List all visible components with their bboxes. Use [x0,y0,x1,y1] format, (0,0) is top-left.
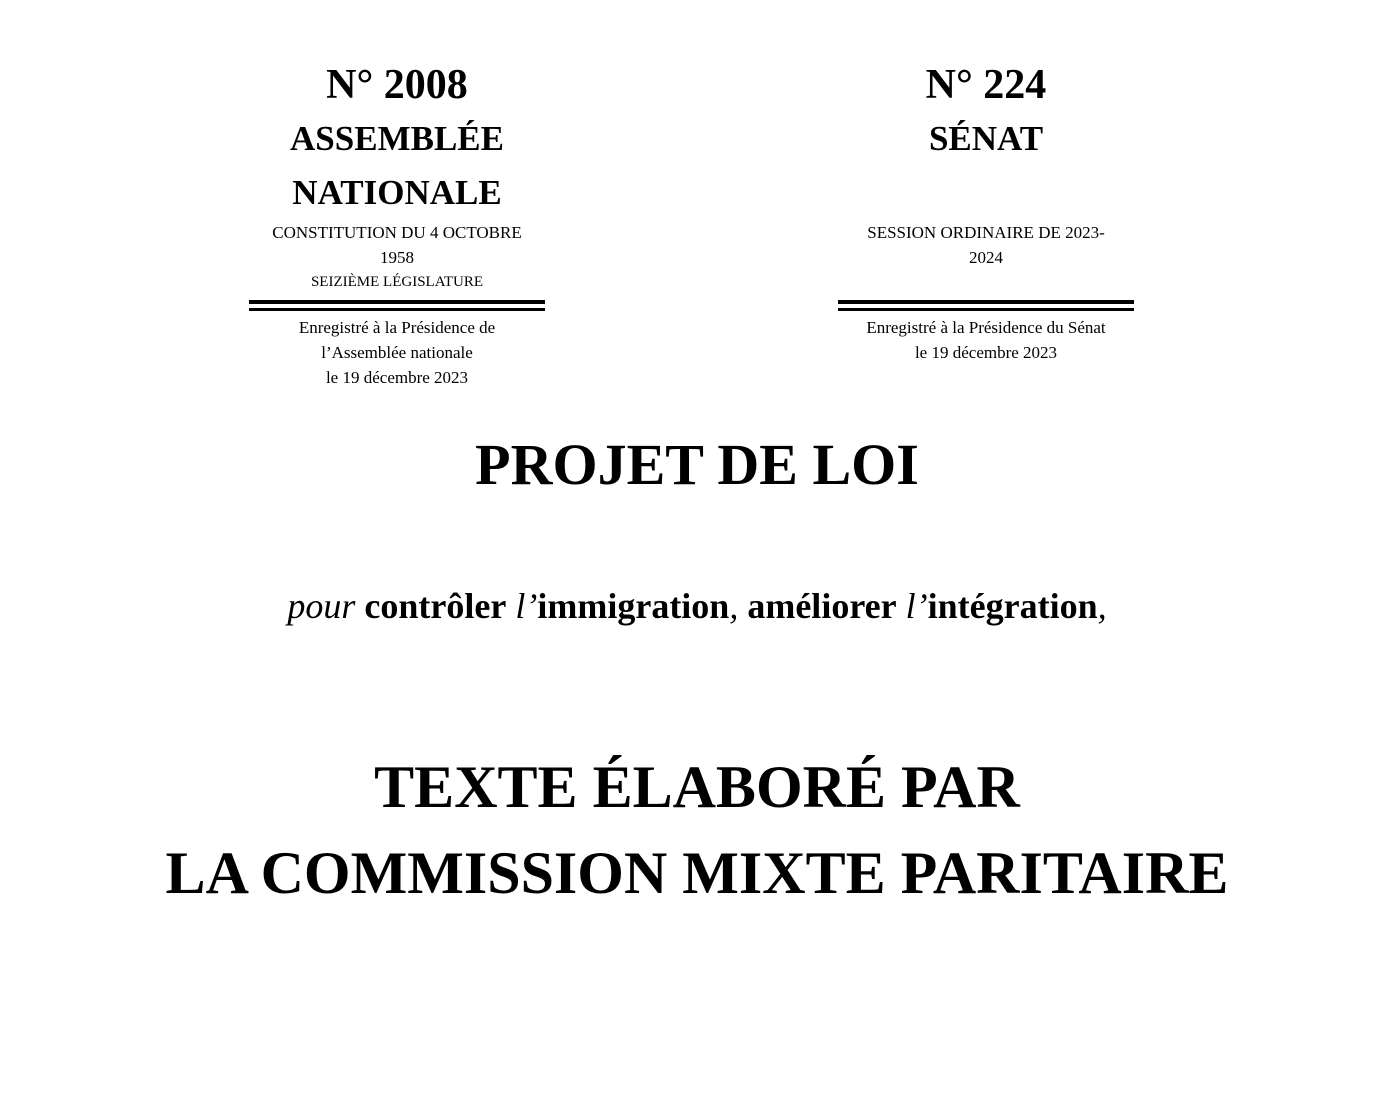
assemblee-registered-line3: le 19 décembre 2023 [325,368,469,387]
assemblee-double-rule [249,300,545,311]
constitution-line1: CONSTITUTION DU 4 OCTOBRE [272,223,522,242]
cmp-heading-line1: TEXTE ÉLABORÉ PAR [374,754,1020,820]
senat-number: N° 224 [925,62,1047,108]
senat-chamber: SÉNAT [928,119,1044,158]
senat-registered-line2: le 19 décembre 2023 [914,343,1058,362]
cmp-heading [0,744,1394,916]
subtitle-immigration: immigration [537,586,730,626]
document-title: PROJET DE LOI [475,432,919,497]
senat-registered-line1: Enregistré à la Présidence du Sénat [866,318,1106,337]
legislature: SEIZIÈME LÉGISLATURE [310,274,484,290]
senat-double-rule [838,300,1134,311]
subtitle-comma1: , [729,586,739,626]
document-subtitle [0,584,1394,628]
session-line1: SESSION ORDINAIRE DE 2023- [867,223,1105,242]
assemblee-chamber-line2: NATIONALE [292,173,502,212]
senat-header [836,58,1136,365]
subtitle-controler: contrôler [364,586,507,626]
session-line2: 2024 [969,248,1003,267]
cmp-heading-line2: LA COMMISSION MIXTE PARITAIRE [165,840,1229,906]
subtitle-ameliorer: améliorer [747,586,897,626]
assemblee-chamber-line1: ASSEMBLÉE [290,119,504,158]
assemblee-registered-line2: l’Assemblée nationale [321,343,473,362]
constitution-line2: 1958 [380,248,414,267]
subtitle-integration: intégration [927,586,1098,626]
subtitle-l2: l’ [905,586,928,626]
assemblee-number: N° 2008 [326,62,468,108]
senat-chamber-spacer [836,166,1136,220]
assemblee-header [247,58,547,390]
senat-spacer [836,270,1136,294]
assemblee-registered-line1: Enregistré à la Présidence de [298,318,496,337]
subtitle-l1: l’ [515,586,538,626]
subtitle-comma2: , [1097,586,1107,626]
subtitle-pour: pour [287,586,356,626]
